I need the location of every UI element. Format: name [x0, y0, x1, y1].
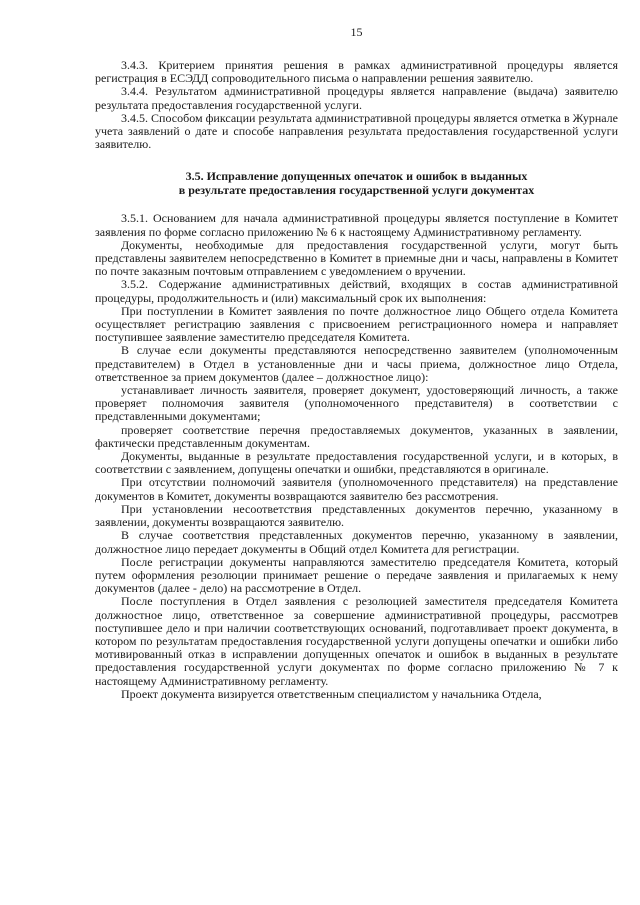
paragraph-identity-check: устанавливает личность заявителя, проверяет документ, удостоверяющий личность, а также проверяет полномочия заявителя (уполномоченного представителя) в соответствии с представленными документами; — [95, 383, 618, 424]
paragraph-resolution: После регистрации документы направляются заместителю председателя Комитета, который путем оформления резолюции принимает решение о передаче заявления и прилагаемых к нему документов (далее - дело) на рассмотрение в Отдел. — [95, 554, 618, 596]
paragraph-no-authority: При отсутствии полномочий заявителя (уполномоченного представителя) на представление документов в Комитет, документы возвращаются заявителю без рассмотрения. — [95, 475, 618, 503]
section-heading-line-2: в результате предоставления государственной услуги документах — [178, 183, 535, 198]
paragraph-postal-registration: При поступлении в Комитет заявления по почте должностное лицо Общего отдела Комитета осуществляет регистрацию заявления с присвоением регистрационного номера и направляет поступившее заявление заместителю председателя Комитета. — [95, 303, 618, 345]
section-heading-3-5 — [95, 169, 618, 197]
paragraph-documents-check: проверяет соответствие перечня предоставляемых документов, указанных в заявлении, фактически представленным документам. — [95, 422, 618, 450]
paragraph-3-5-2: 3.5.2. Содержание административных действий, входящих в состав административной процедуры, продолжительность и (или) максимальный срок их выполнения: — [95, 277, 618, 305]
paragraph-3-5-1: 3.5.1. Основанием для начала административной процедуры является поступление в Комитет заявления по форме согласно приложению № 6 к настоящему Административному регламенту. — [95, 211, 618, 239]
paragraph-draft-preparation: После поступления в Отдел заявления с резолюцией заместителя председателя Комитета должностное лицо, ответственное за совершение административной процедуры, рассмотрев поступившее дело и при наличии соответствующих оснований, подготавливает проект документа, в котором по результатам предоставления государственной услуги допущены опечатки и ошибки либо мотивированный отказ в исправлении допущенных опечаток и ошибок в выданных в результате предоставления государственной услуги документах по форме согласно приложению № 7 к настоящему Административному регламенту. — [95, 594, 618, 688]
paragraph-match: В случае соответствия представленных документов перечню, указанному в заявлении, должностное лицо передает документы в Общий отдел Комитета для регистрации. — [95, 528, 618, 556]
paragraph-3-4-3: 3.4.3. Критерием принятия решения в рамках административной процедуры является регистрация в ЕСЭДД сопроводительного письма о направлении решения заявителю. — [95, 58, 618, 86]
page-number: 15 — [350, 25, 363, 39]
paragraph-originals: Документы, выданные в результате предоставления государственной услуги, и в которых, в соответствии с заявлением, допущены опечатки и ошибки, представляются в оригинале. — [95, 449, 618, 477]
paragraph-draft-approval: Проект документа визируется ответственным специалистом у начальника Отдела, — [121, 686, 542, 701]
paragraph-documents-submission: Документы, необходимые для предоставления государственной услуги, могут быть представлены заявителем непосредственно в Комитет в приемные дни и часы, направлены в Комитет по почте заказным почтовым отправлением с уведомлением о вручении. — [95, 237, 618, 279]
section-heading-line-1: 3.5. Исправление допущенных опечаток и ошибок в выданных — [185, 169, 528, 184]
paragraph-3-4-4: 3.4.4. Результатом административной процедуры является направление (выдача) заявителю результата предоставления государственной услуги. — [95, 84, 618, 112]
paragraph-direct-submission: В случае если документы представляются непосредственно заявителем (уполномоченным представителем) в Отдел в установленные дни и часы приема, должностное лицо Отдела, ответственное за прием документов (далее – должностное лицо): — [95, 343, 618, 384]
paragraph-mismatch: При установлении несоответствия представленных документов перечню, указанному в заявлении, документы возвращаются заявителю. — [95, 501, 618, 530]
paragraph-3-4-5: 3.4.5. Способом фиксации результата административной процедуры является отметка в Журнале учета заявлений о дате и способе направления результата предоставления государственной услуги заявителю. — [95, 110, 618, 152]
